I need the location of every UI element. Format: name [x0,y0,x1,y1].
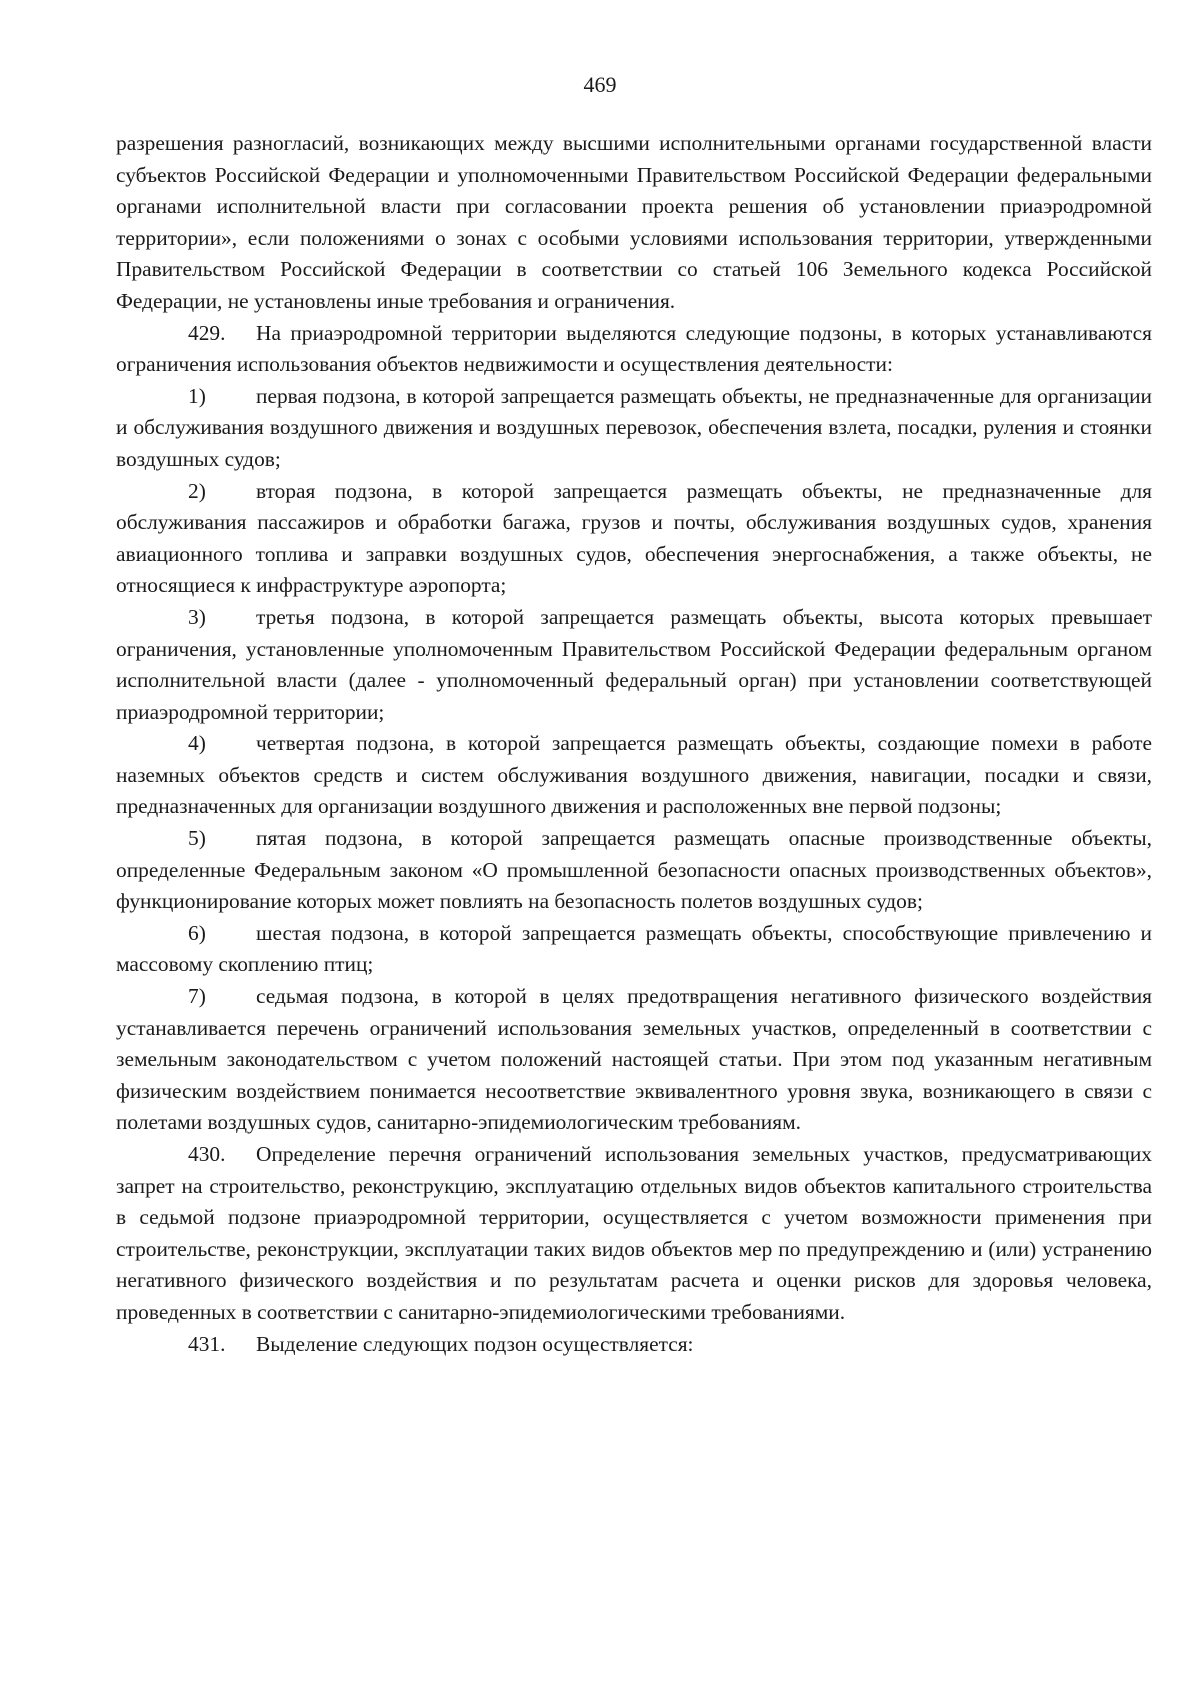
article-text: Выделение следующих подзон осуществляется: [256,1331,694,1356]
list-item-text: шестая подзона, в которой запрещается размещать объекты, способствующие привлечению и массовому скоплению птиц; [116,920,1152,977]
article-430 [116,1139,1152,1329]
list-item-text: третья подзона, в которой запрещается размещать объекты, высота которых превышает ограничения, установленные уполномоченным Правительством Российской Федерации федеральным органом исполнительной власти (далее - уполномоченный федеральный орган) при установлении соответствующей приаэродромной территории; [116,604,1152,724]
list-item-text: пятая подзона, в которой запрещается размещать опасные производственные объекты, определенные Федеральным законом «О промышленной безопасности опасных производственных объектов», функционирование которых может повлиять на безопасность полетов воздушных судов; [116,826,1152,914]
list-item-number: 1) [188,383,206,408]
list-item-number: 3) [188,604,206,629]
paragraph-continuation: разрешения разногласий, возникающих между высшими исполнительными органами государственной власти субъектов Российской Федерации и уполномоченными Правительством Российской Федерации федеральными органами исполнительной власти при согласовании проекта решения об установлении приаэродромной территории», если положениями о зонах с особыми условиями использования территории, утвержденными Правительством Российской Федерации в соответствии со статьей 106 Земельного кодекса Российской Федерации, не установлены иные требования и ограничения. [116,131,1152,313]
article-number: 429. [188,320,226,345]
list-item-text: седьмая подзона, в которой в целях предотвращения негативного физического воздействия устанавливается перечень ограничений использования земельных участков, определенный в соответствии с земельным законодательством с учетом положений настоящей статьи. При этом под указанным негативным физическим воздействием понимается несоответствие эквивалентного уровня звука, возникающего в связи с полетами воздушных судов, санитарно-эпидемиологическим требованиям. [116,984,1152,1135]
list-item-number: 6) [188,920,206,945]
article-number: 431. [188,1331,226,1356]
article-431 [116,1329,1152,1361]
document-body [116,128,1152,1360]
list-item-number: 4) [188,731,206,756]
list-item-number: 7) [188,984,206,1009]
list-item-number: 2) [188,478,206,503]
article-text: Определение перечня ограничений использования земельных участков, предусматривающих запрет на строительство, реконструкцию, эксплуатацию отдельных видов объектов капитального строительства в седьмой подзоне приаэродромной территории, осуществляется с учетом возможности применения при строительстве, реконструкции, эксплуатации таких видов объектов мер по предупреждению и (или) устранению негативного физического воздействия и по результатам расчета и оценки рисков для здоровья человека, проведенных в соответствии с санитарно-эпидемиологическими требованиями. [116,1142,1152,1324]
list-item-5 [116,823,1152,918]
list-item-6 [116,918,1152,981]
list-item-2 [116,476,1152,602]
article-number: 430. [188,1142,226,1166]
article-text: На приаэродромной территории выделяются следующие подзоны, в которых устанавливаются ограничения использования объектов недвижимости и осуществления деятельности: [116,320,1152,377]
list-item-1 [116,381,1152,476]
list-item-number: 5) [188,826,206,851]
list-item-text: первая подзона, в которой запрещается размещать объекты, не предназначенные для организации и обслуживания воздушного движения и воздушных перевозок, обеспечения взлета, посадки, руления и стоянки воздушных судов; [116,383,1152,471]
list-item-3 [116,602,1152,728]
page-number: 469 [583,72,617,97]
list-item-text: четвертая подзона, в которой запрещается размещать объекты, создающие помехи в работе наземных объектов средств и систем обслуживания воздушного движения, навигации, посадки и связи, предназначенных для организации воздушного движения и расположенных вне первой подзоны; [116,731,1152,819]
list-item-4 [116,728,1152,823]
article-429 [116,318,1152,381]
list-item-text: вторая подзона, в которой запрещается размещать объекты, не предназначенные для обслуживания пассажиров и обработки багажа, грузов и почты, обслуживания воздушных судов, хранения авиационного топлива и заправки воздушных судов, обеспечения энергоснабжения, а также объекты, не относящиеся к инфраструктуре аэропорта; [116,478,1152,598]
list-item-7 [116,981,1152,1139]
